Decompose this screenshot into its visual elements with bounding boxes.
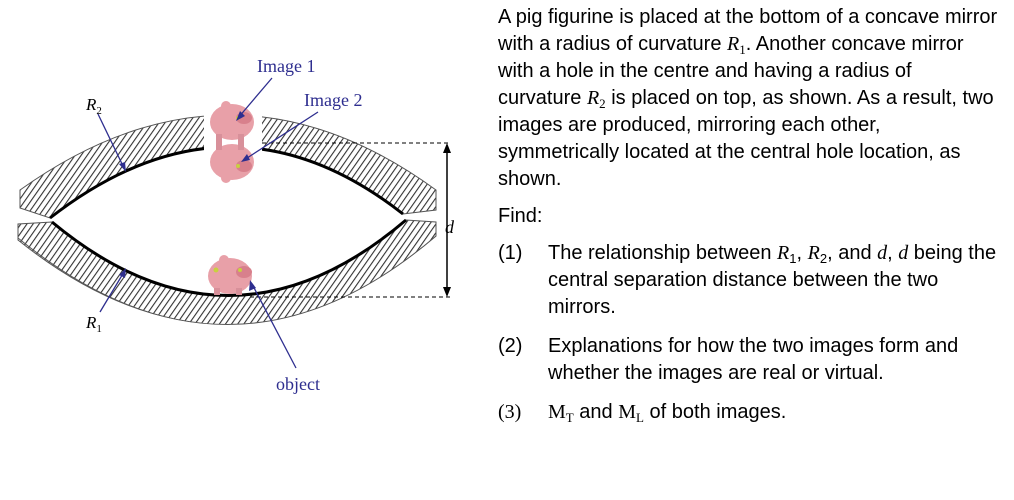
image1-label: Image 1: [257, 56, 316, 76]
question-item-1: (1) The relationship between $R_1$, $R_2$, and d, d being the central separation distance between the two mirrors.: [498, 242, 997, 318]
pig-reflection-icon: [210, 142, 254, 183]
question-item-3: (3) $M_T$ and $M_L$ of both images.: [498, 401, 787, 425]
find-heading: Find:: [498, 205, 543, 227]
d-label: d: [445, 217, 454, 237]
r1-label: $R_1$: [86, 313, 102, 335]
object-label: object: [276, 374, 320, 394]
problem-intro: A pig figurine is placed at the bottom of a concave mirror with a radius of curvature $R_1$. Another concave mirror with a hole in the centre and having a radius of curvature $R_2$ is placed on top, as shown. As a result, two images are produced, mirroring each other, symmetrically located at the central hole location, as shown.: [498, 6, 998, 190]
image2-label: Image 2: [304, 90, 363, 110]
problem-text: [498, 4, 998, 426]
r2-label: $R_2$: [86, 95, 102, 117]
question-item-2: (2) Explanations for how the two images form and whether the images are real or virtual.: [498, 335, 959, 384]
two-mirror-diagram: [0, 0, 480, 500]
image1-arrow: [238, 78, 272, 118]
pig-figurine-icon: [208, 255, 252, 295]
